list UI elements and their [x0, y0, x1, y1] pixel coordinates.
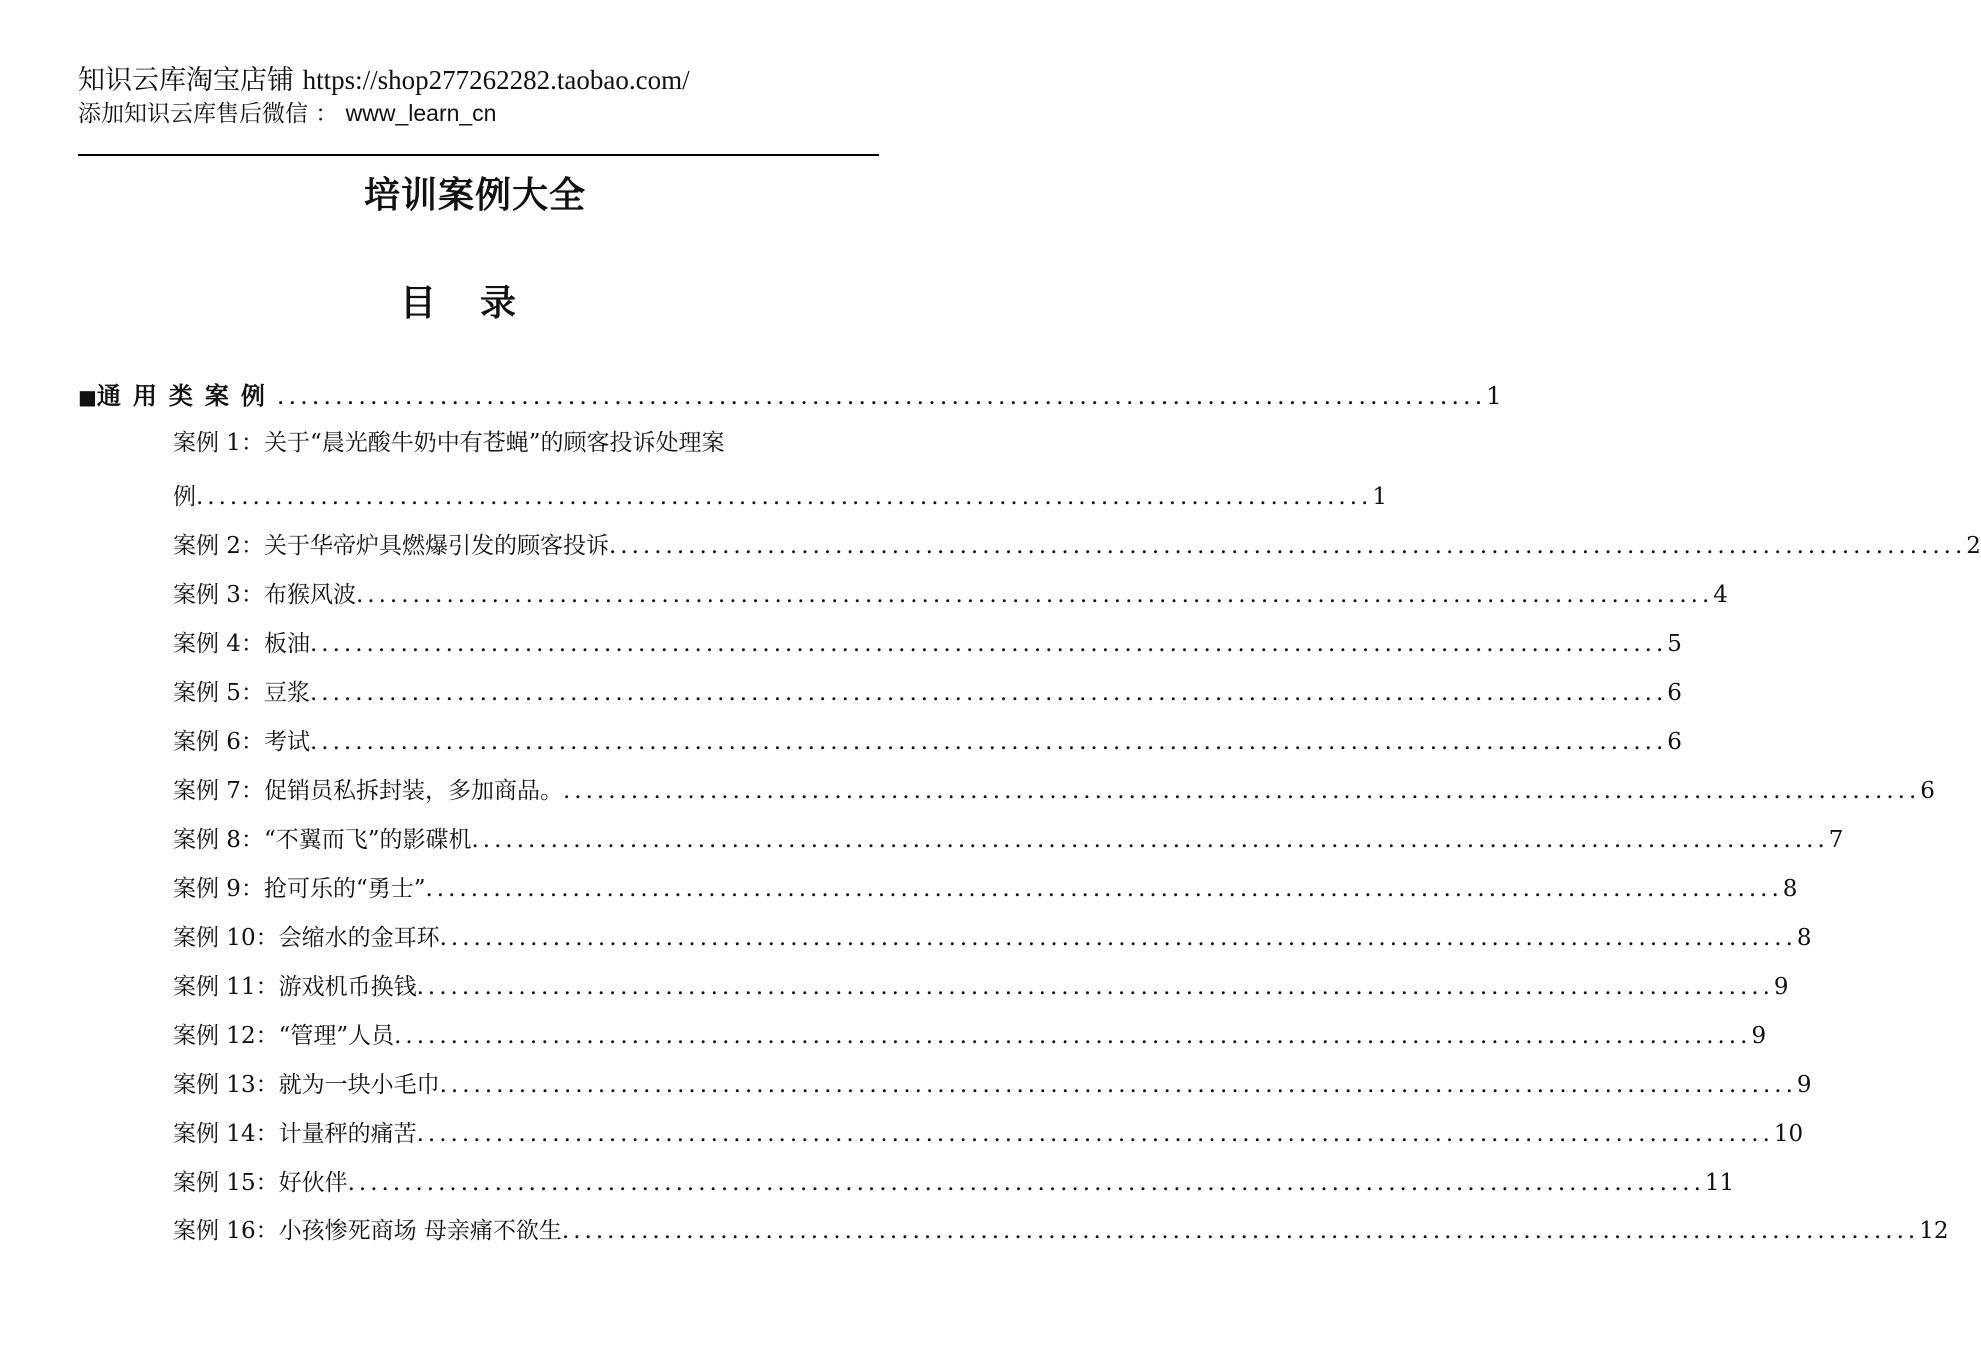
toc-case-item[interactable]: [173, 627, 1682, 661]
toc-section-label: 通用类案例: [96, 382, 277, 410]
toc-case-label: 例: [173, 484, 196, 510]
dot-leader: ........................................................................................................................: [309, 729, 1668, 755]
dot-leader: ........................................................................................................................: [425, 876, 1783, 902]
toc-case-item[interactable]: [173, 1166, 1735, 1200]
toc-case-label: 案例 16：小孩惨死商场 母亲痛不欲生: [173, 1218, 562, 1244]
toc-section-general[interactable]: [78, 378, 1502, 415]
shop-url-link[interactable]: https://shop277262282.taobao.com/: [302, 65, 690, 95]
dot-leader: ........................................................................................................................: [347, 1170, 1705, 1196]
toc-case-item[interactable]: [173, 921, 1812, 955]
toc-case-label: 案例 5：豆浆: [173, 680, 310, 706]
toc-page-number: 9: [1773, 974, 1789, 1000]
toc-case-label: 案例 14：计量秤的痛苦: [173, 1121, 417, 1147]
toc-page-number: 8: [1782, 876, 1798, 902]
dot-leader: ........................................................................................................................: [309, 631, 1668, 657]
shop-line: [78, 62, 690, 99]
toc-page-number: 7: [1828, 827, 1844, 853]
toc-page-number: 6: [1667, 680, 1682, 706]
toc-case-label: 案例 2：关于华帝炉具燃爆引发的顾客投诉: [173, 533, 609, 559]
toc-page-number: 4: [1713, 582, 1728, 608]
wechat-line: [78, 98, 496, 129]
dot-leader: ........................................................................................................................: [416, 974, 1774, 1000]
toc-case-item[interactable]: [173, 578, 1728, 612]
toc-case-label: 案例 13：就为一块小毛巾: [173, 1072, 440, 1098]
toc-heading: 目录: [399, 283, 560, 324]
dot-leader: ........................................................................................................................: [309, 680, 1668, 706]
dot-leader: ........................................................................................................................: [394, 1023, 1752, 1049]
dot-leader: ........................................................................................................: [276, 382, 1487, 410]
toc-case-item[interactable]: [173, 774, 1935, 808]
toc-case-label: 案例 6：考试: [173, 729, 310, 755]
toc-page-number: 9: [1796, 1072, 1812, 1098]
dot-leader: ........................................................................................................: [196, 484, 1373, 510]
toc-case-item[interactable]: [173, 872, 1798, 906]
toc-case-item[interactable]: [173, 676, 1682, 710]
toc-case-item[interactable]: [173, 1214, 1949, 1248]
toc-case-label: 案例 8：“不翼而飞”的影碟机: [173, 827, 472, 853]
toc-case-label: 案例 3：布猴风波: [173, 582, 356, 608]
dot-leader: ........................................................................................................................: [416, 1121, 1774, 1147]
dot-leader: ........................................................................................................................: [562, 778, 1921, 804]
toc-page-number: 9: [1751, 1023, 1767, 1049]
toc-case-1-line1[interactable]: 案例 1：关于“晨光酸牛奶中有苍蝇”的顾客投诉处理案: [173, 430, 725, 456]
toc-case-label: 案例 9：抢可乐的“勇士”: [173, 876, 426, 902]
toc-page-number: 8: [1796, 925, 1812, 951]
toc-case-label: 案例 12：“管理”人员: [173, 1023, 395, 1049]
toc-case-item[interactable]: [173, 529, 1981, 563]
toc-page-number: 6: [1667, 729, 1682, 755]
toc-page-number: 12: [1919, 1218, 1949, 1244]
toc-case-label: 案例 4：板油: [173, 631, 310, 657]
shop-prefix: 知识云库淘宝店铺: [78, 65, 303, 96]
toc-case-label: 案例 15：好伙伴: [173, 1170, 348, 1196]
toc-case-item[interactable]: [173, 823, 1844, 857]
toc-case-1-line2[interactable]: [173, 480, 1387, 514]
dot-leader: ........................................................................................................................: [439, 1072, 1797, 1098]
dot-leader: ........................................................................................................................: [439, 925, 1797, 951]
header-divider: [78, 154, 879, 156]
document-title: 培训案例大全: [363, 175, 586, 216]
toc-case-label: 案例 7：促销员私拆封装，多加商品。: [173, 778, 563, 804]
wechat-id: www_learn_cn: [345, 100, 497, 126]
dot-leader: ........................................................................................................................: [471, 827, 1829, 853]
dot-leader: ........................................................................................................................: [355, 582, 1714, 608]
toc-case-item[interactable]: [173, 970, 1789, 1004]
toc-page-number: 6: [1920, 778, 1935, 804]
wechat-prefix: 添加知识云库售后微信 ：: [78, 101, 346, 127]
square-bullet-icon: ■: [78, 385, 97, 409]
toc-case-item[interactable]: [173, 725, 1682, 759]
toc-page-number: 2: [1966, 533, 1981, 559]
toc-page-number: 10: [1773, 1121, 1804, 1147]
toc-page-number: 5: [1667, 631, 1682, 657]
dot-leader: ........................................................................................................................: [608, 533, 1967, 559]
dot-leader: ........................................................................................................................: [561, 1218, 1920, 1244]
toc-case-item[interactable]: [173, 1117, 1804, 1151]
toc-case-item[interactable]: [173, 1019, 1767, 1053]
toc-case-label: 案例 10：会缩水的金耳环: [173, 925, 440, 951]
toc-case-label: 案例 11：游戏机币换钱: [173, 974, 417, 1000]
toc-page-number: 1: [1486, 382, 1502, 410]
toc-case-item[interactable]: [173, 1068, 1812, 1102]
toc-page-number: 1: [1372, 484, 1387, 510]
toc-page-number: 11: [1704, 1170, 1735, 1196]
